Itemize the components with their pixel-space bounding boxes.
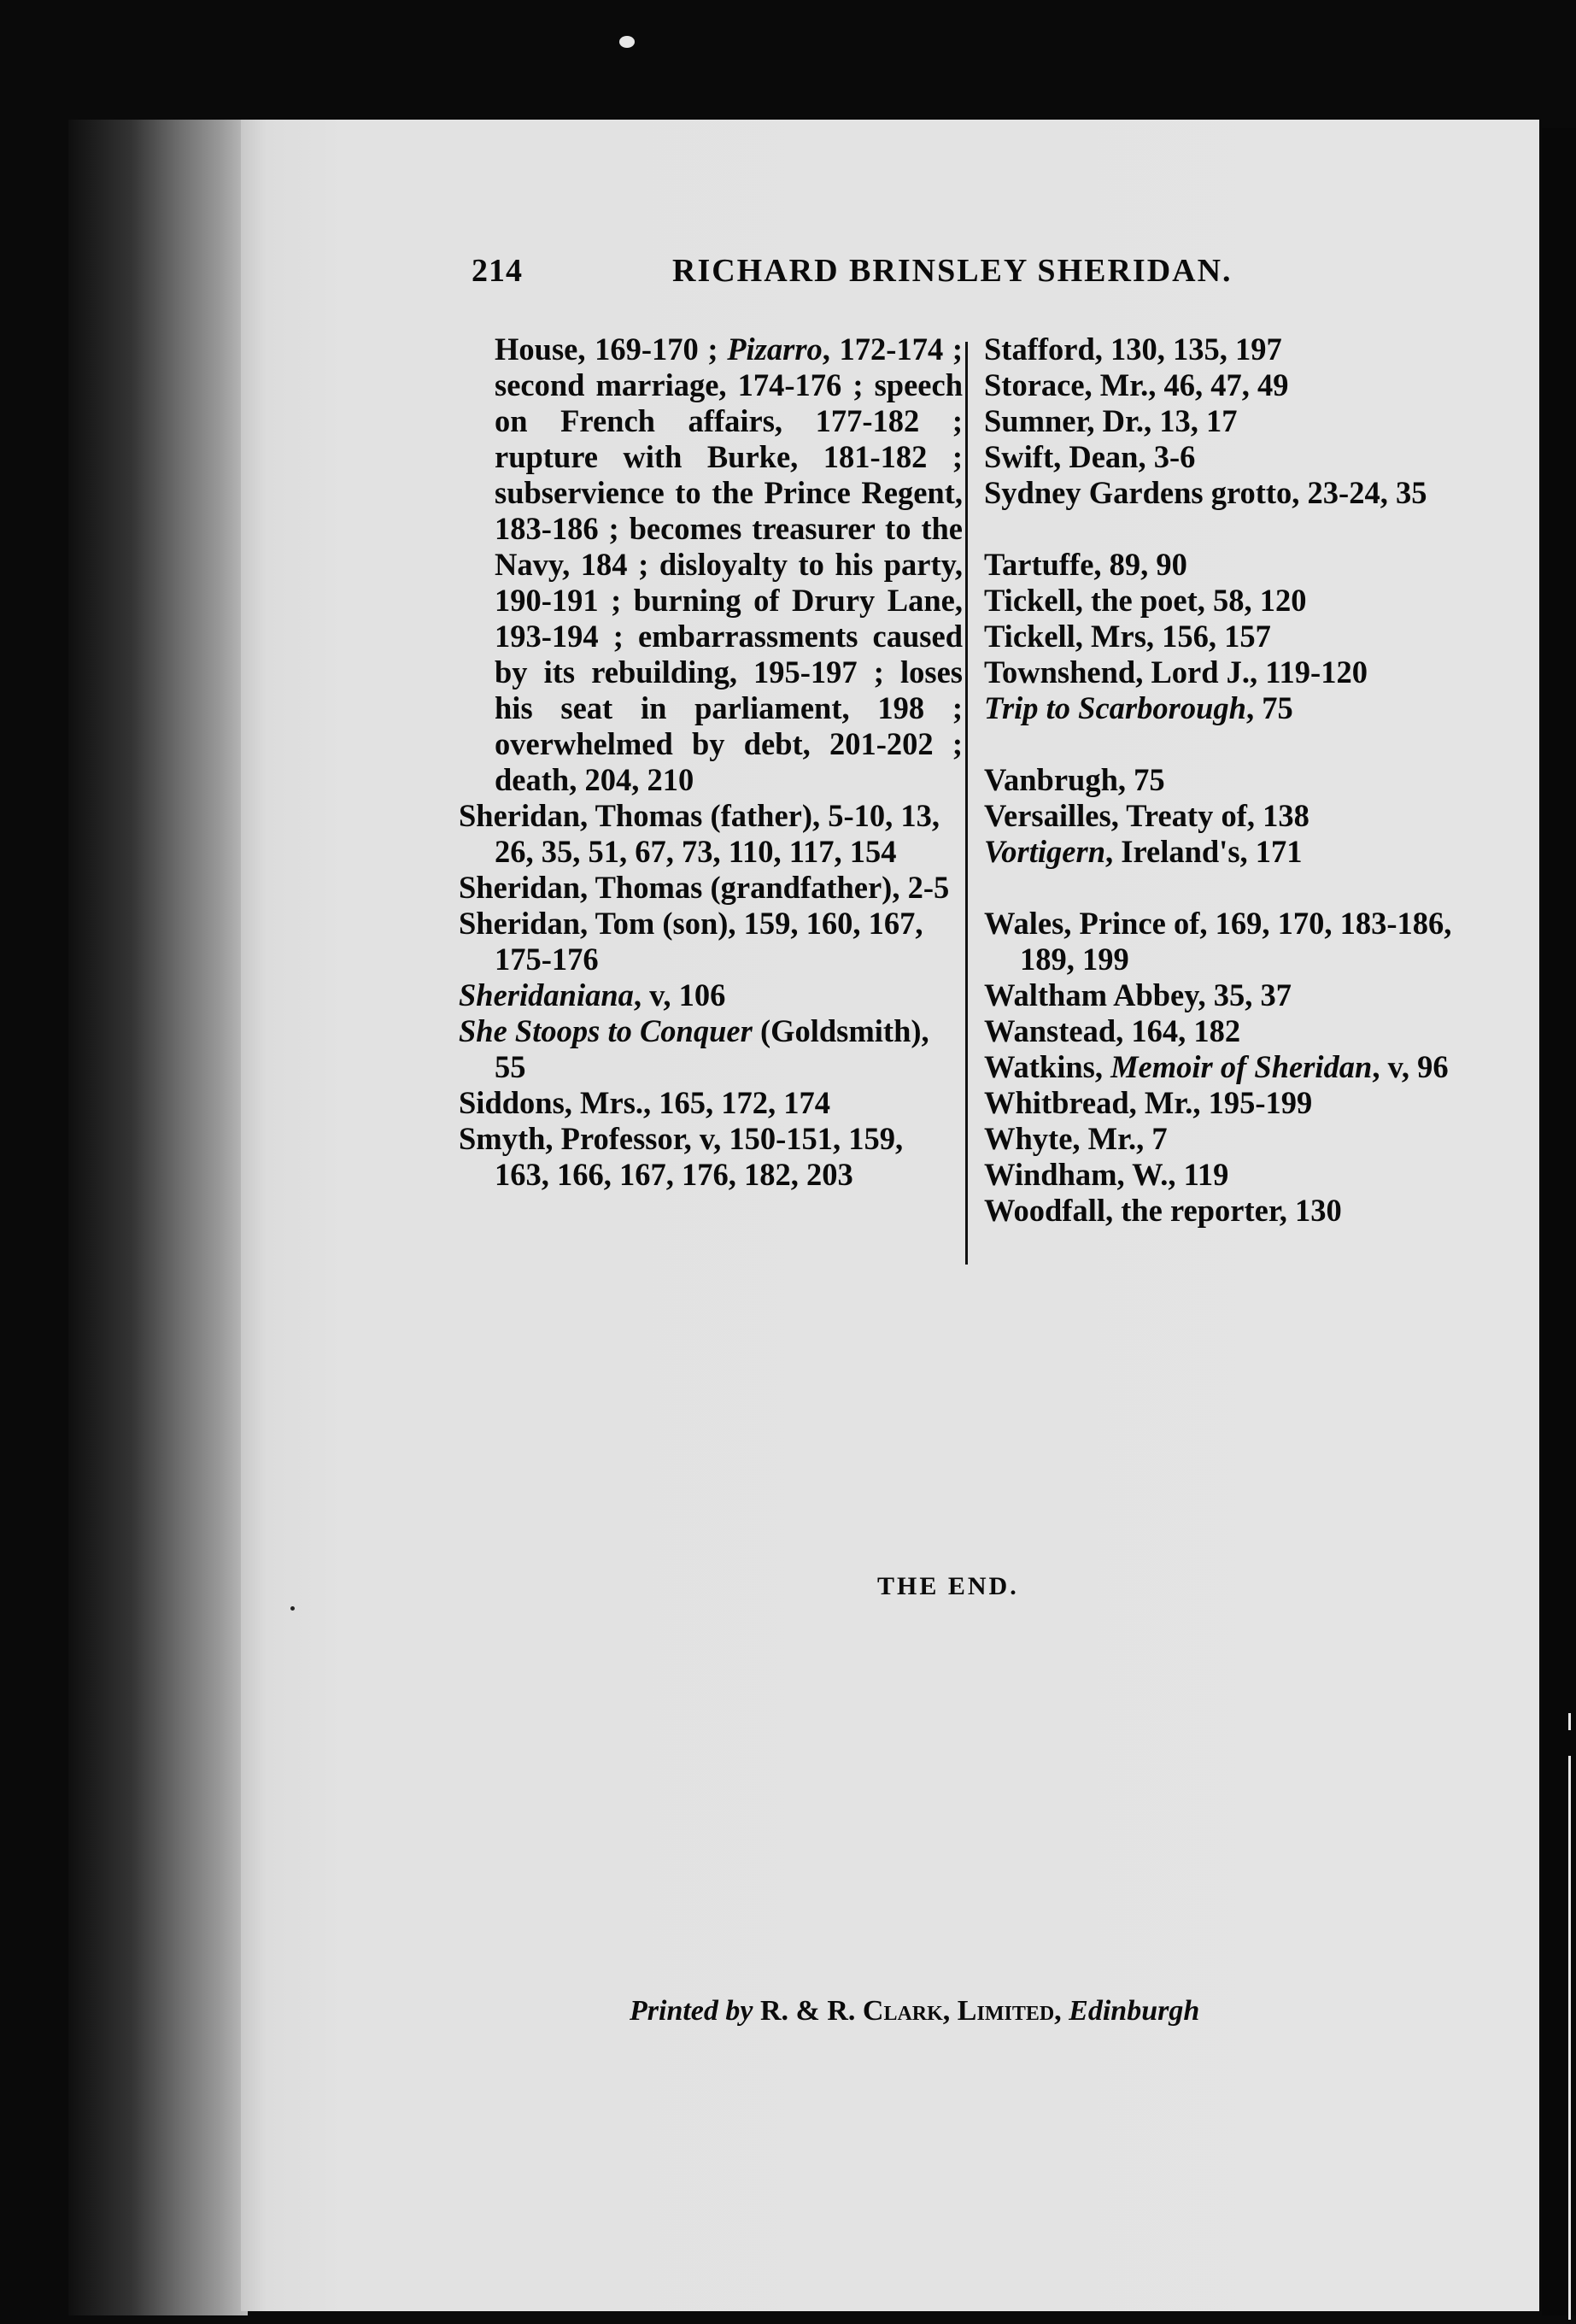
imprint-place: Edinburgh [1069, 1995, 1200, 2027]
index-text: Storace, Mr., 46, 47, 49 [984, 367, 1289, 402]
index-entry [984, 906, 1514, 977]
index-entry [984, 1085, 1514, 1121]
index-text: Sydney Gardens grotto, 23-24, 35 [984, 475, 1427, 510]
index-entry [984, 798, 1514, 834]
index-entry [984, 547, 1514, 583]
index-title-italic: She Stoops to Conquer [459, 1013, 753, 1048]
next-page-edge [1542, 128, 1576, 2315]
index-text: Townshend, Lord J., 119-120 [984, 654, 1368, 690]
index-title-italic: Pizarro [727, 332, 823, 367]
index-column-right [984, 332, 1514, 1229]
index-text: Wanstead, 164, 182 [984, 1013, 1241, 1048]
printer-imprint [630, 1995, 1313, 2028]
index-title-italic: Memoir of Sheridan [1110, 1049, 1373, 1084]
index-entry [459, 798, 963, 870]
index-text: Woodfall, the reporter, 130 [984, 1193, 1342, 1228]
index-entry [984, 690, 1514, 726]
index-text: Stafford, 130, 135, 197 [984, 332, 1282, 367]
index-entry [984, 1193, 1514, 1229]
index-entry [984, 332, 1514, 367]
scan-speck [290, 1606, 295, 1611]
index-entry [984, 1121, 1514, 1157]
index-text: House, 169-170 ; [495, 332, 728, 367]
index-entry [984, 1157, 1514, 1193]
index-title-italic: Trip to Scarborough [984, 690, 1246, 725]
index-text: Sheridan, Thomas (father), 5-10, 13, 26, 35, 51, 67, 73, 110, 117, 154 [459, 798, 940, 869]
index-text: , Ireland's, 171 [1105, 834, 1303, 869]
index-text: Wales, Prince of, 169, 170, 183-186, 189, 199 [984, 906, 1452, 977]
index-entry [459, 1013, 963, 1085]
index-entry [459, 977, 963, 1013]
index-entry [459, 906, 963, 977]
index-entry [984, 654, 1514, 690]
index-text: Swift, Dean, 3-6 [984, 439, 1196, 474]
index-entry [984, 762, 1514, 798]
index-entry [984, 403, 1514, 439]
index-entry [984, 439, 1514, 475]
index-text: Tartuffe, 89, 90 [984, 547, 1187, 582]
index-entry [459, 870, 963, 906]
index-text: Sumner, Dr., 13, 17 [984, 403, 1238, 438]
letter-group-gap [984, 870, 1514, 906]
index-entry [459, 1085, 963, 1121]
index-entry [984, 1049, 1514, 1085]
running-title: RICHARD BRINSLEY SHERIDAN. [672, 253, 1233, 289]
page-number: 214 [472, 253, 523, 289]
scan-artifact-dot [619, 36, 635, 48]
index-text: , v, 96 [1372, 1049, 1449, 1084]
index-entry [984, 583, 1514, 619]
book-page [241, 120, 1539, 2311]
index-text: Waltham Abbey, 35, 37 [984, 977, 1292, 1012]
letter-group-gap [984, 511, 1514, 547]
index-text: , v, 106 [633, 977, 726, 1012]
index-entry [984, 977, 1514, 1013]
index-entry [984, 367, 1514, 403]
index-text: , 75 [1245, 690, 1293, 725]
index-entry [984, 619, 1514, 654]
the-end: THE END. [877, 1572, 1019, 1600]
index-title-italic: Sheridaniana [459, 977, 634, 1012]
imprint-printer: R. & R. Clark, Limited, [759, 1995, 1062, 2027]
index-entry [459, 1121, 963, 1193]
index-text: Sheridan, Thomas (grandfather), 2-5 [459, 870, 950, 905]
index-text: Tickell, the poet, 58, 120 [984, 583, 1307, 618]
imprint-printed-by: Printed by [630, 1995, 753, 2027]
index-text: Whyte, Mr., 7 [984, 1121, 1168, 1156]
column-divider [965, 342, 968, 1265]
index-text: Versailles, Treaty of, 138 [984, 798, 1309, 833]
index-text: , 172-174 ; second marriage, 174-176 ; speech on French affairs, 177-182 ; rupture with Burke, 181-182 ; subservience to the Prince Regent, 183-186 ; becomes treasurer to the Navy, 184 ; disloyalty to his party, 190-191 ; burning of Drury Lane, 193-194 ; embarrassments caused by its rebuilding, 195-197 ; loses his seat in parliament, 198 ; overwhelmed by debt, 201-202 ; death, 204, 210 [495, 332, 964, 797]
index-text: Tickell, Mrs, 156, 157 [984, 619, 1271, 654]
index-text: Vanbrugh, 75 [984, 762, 1165, 797]
index-text: Smyth, Professor, v, 150-151, 159, 163, 166, 167, 176, 182, 203 [459, 1121, 904, 1192]
book-fore-edge [68, 120, 248, 2315]
index-entry [984, 1013, 1514, 1049]
edge-mark [1568, 1713, 1571, 1730]
letter-group-gap [984, 726, 1514, 762]
index-text: Watkins, [984, 1049, 1111, 1084]
index-entry [984, 834, 1514, 870]
index-text: Siddons, Mrs., 165, 172, 174 [459, 1085, 831, 1120]
index-title-italic: Vortigern [984, 834, 1105, 869]
index-text: Whitbread, Mr., 195-199 [984, 1085, 1313, 1120]
index-text: Windham, W., 119 [984, 1157, 1229, 1192]
edge-mark [1568, 1756, 1571, 2320]
index-entry-continuation [459, 332, 963, 798]
index-text: (Goldsmith), 55 [495, 1013, 929, 1084]
index-text: Sheridan, Tom (son), 159, 160, 167, 175-176 [459, 906, 923, 977]
index-entry [984, 475, 1514, 511]
index-column-left [459, 332, 963, 1193]
